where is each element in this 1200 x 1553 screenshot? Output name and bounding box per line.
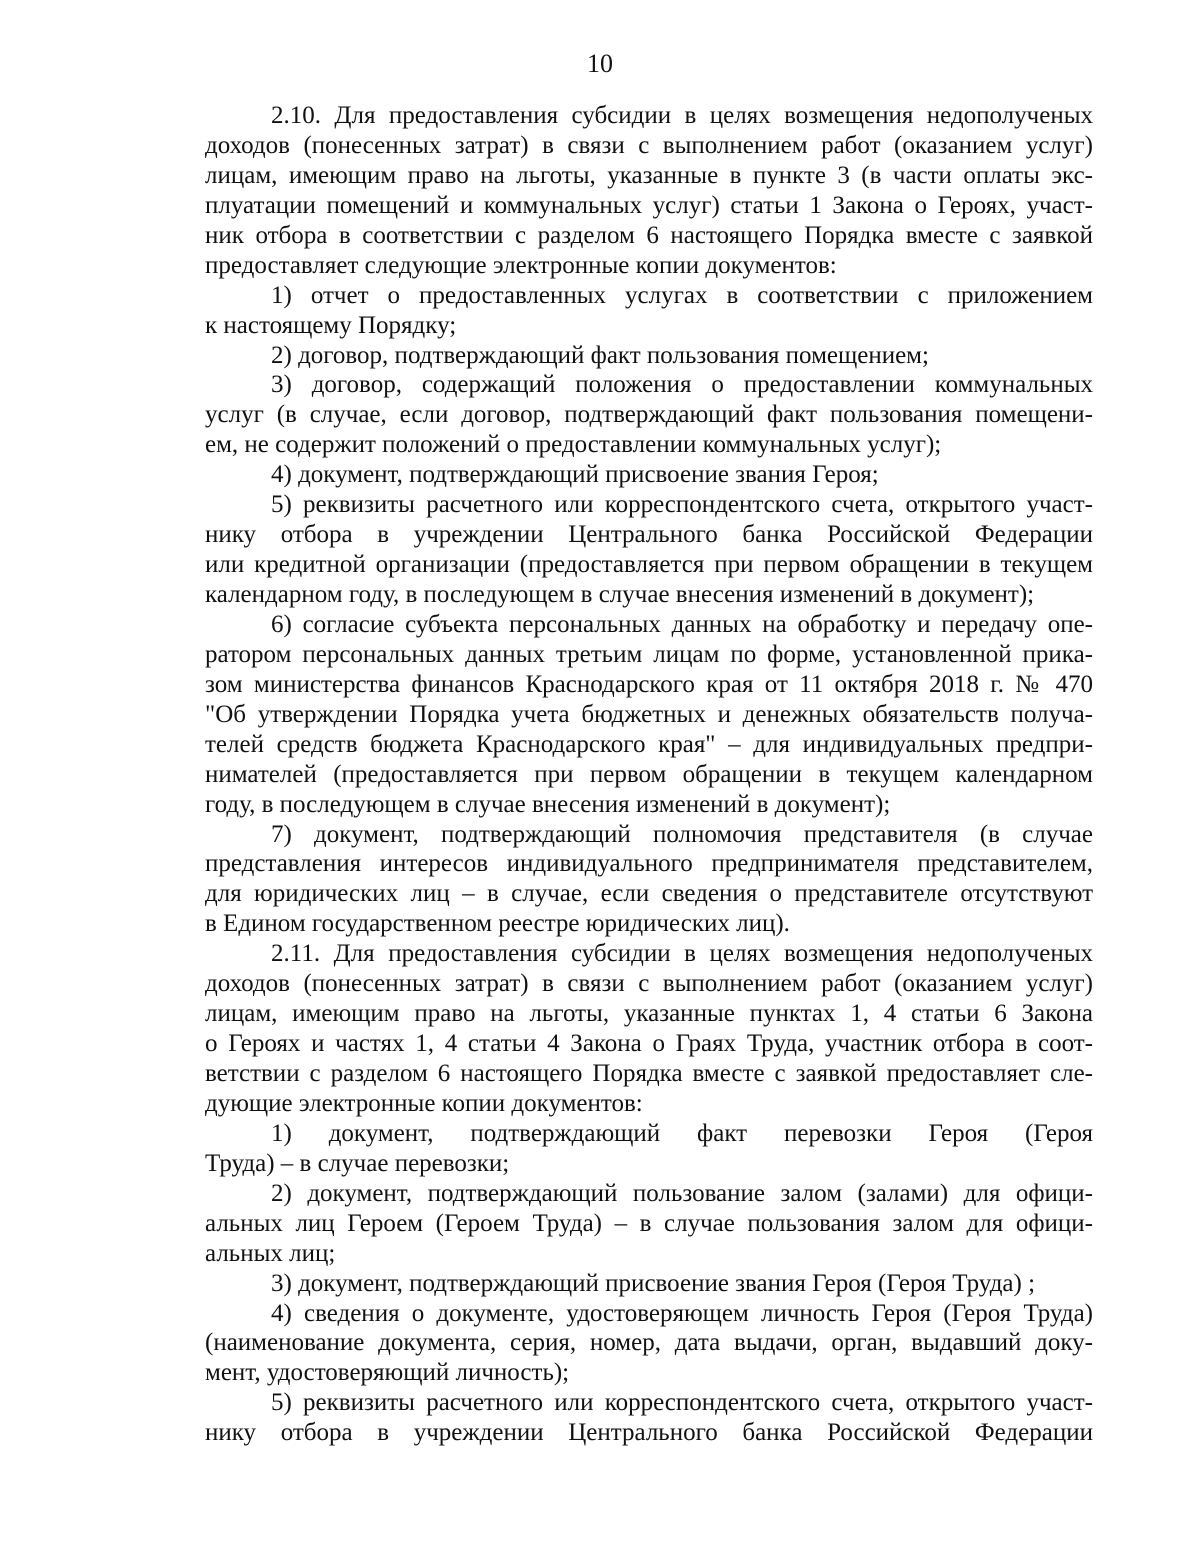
- text-line: Труда) – в случае перевозки;: [205, 1149, 510, 1177]
- text-line: представления интересов индивидуального предпринимателя представителем,: [205, 850, 1093, 878]
- text-line: о Героях и частях 1, 4 статьи 4 Закона о Граях Труда, участник отбора в соот-: [205, 1030, 1093, 1058]
- text-line: (наименование документа, серия, номер, дата выдачи, орган, выдавший доку-: [205, 1329, 1093, 1357]
- text-line: 3) договор, содержащий положения о предоставлении коммунальных: [271, 371, 1093, 399]
- text-line: нимателей (предоставляется при первом обращении в текущем календарном: [205, 760, 1093, 788]
- text-line: календарном году, в последующем в случае внесения изменений в документ);: [205, 581, 1035, 608]
- text-line: 5) реквизиты расчетного или корреспондентского счета, открытого участ-: [271, 491, 1093, 519]
- text-line: зом министерства финансов Краснодарского края от 11 октября 2018 г. № 470: [205, 670, 1093, 698]
- text-line: 2.11. Для предоставления субсидии в целях возмещения недополученых: [271, 940, 1093, 968]
- text-line: телей средств бюджета Краснодарского края" – для индивидуальных предпри-: [205, 730, 1093, 758]
- page-number: 10: [587, 49, 613, 78]
- text-line: доходов (понесенных затрат) в связи с выполнением работ (оказанием услуг): [205, 970, 1093, 998]
- text-line: альных лиц;: [205, 1239, 336, 1267]
- text-line: для юридических лиц – в случае, если сведения о представителе отсутствуют: [205, 880, 1093, 908]
- text-line: плуатации помещений и коммунальных услуг) статьи 1 Закона о Героях, участ-: [205, 191, 1093, 219]
- text-line: ем, не содержит положений о предоставлении коммунальных услуг);: [205, 431, 942, 459]
- text-line: доходов (понесенных затрат) в связи с выполнением работ (оказанием услуг): [205, 131, 1093, 159]
- text-line: 3) документ, подтверждающий присвоение звания Героя (Героя Труда) ;: [271, 1269, 1036, 1297]
- text-line: 4) документ, подтверждающий присвоение звания Героя;: [271, 461, 879, 489]
- text-line: или кредитной организации (предоставляется при первом обращении в текущем: [205, 551, 1093, 579]
- text-line: нику отбора в учреждении Центрального банка Российской Федерации: [205, 521, 1093, 549]
- text-line: 2) документ, подтверждающий пользование залом (залами) для офици-: [271, 1179, 1093, 1207]
- text-line: лицам, имеющим право на льготы, указанные пунктах 1, 4 статьи 6 Закона: [205, 1000, 1093, 1028]
- text-line: 7) документ, подтверждающий полномочия представителя (в случае: [271, 820, 1093, 848]
- text-line: 6) согласие субъекта персональных данных на обработку и передачу опе-: [271, 610, 1093, 638]
- text-line: нику отбора в учреждении Центрального банка Российской Федерации: [205, 1419, 1093, 1447]
- text-line: году, в последующем в случае внесения изменений в документ);: [205, 790, 891, 818]
- text-line: ветствии с разделом 6 настоящего Порядка вместе с заявкой предоставляет сле-: [205, 1060, 1093, 1087]
- text-line: "Об утверждении Порядка учета бюджетных и денежных обязательств получа-: [205, 700, 1093, 728]
- document-body: [205, 101, 1093, 1448]
- text-line: 5) реквизиты расчетного или корреспондентского счета, открытого участ-: [271, 1389, 1093, 1417]
- text-line: услуг (в случае, если договор, подтверждающий факт пользования помещени-: [205, 401, 1093, 429]
- text-line: мент, удостоверяющий личность);: [205, 1359, 570, 1387]
- text-line: к настоящему Порядку;: [205, 311, 457, 339]
- text-line: ник отбора в соответствии с разделом 6 настоящего Порядка вместе с заявкой: [205, 221, 1093, 249]
- text-line: 4) сведения о документе, удостоверяющем личность Героя (Героя Труда): [271, 1299, 1093, 1327]
- text-line: лицам, имеющим право на льготы, указанные в пункте 3 (в части оплаты экс-: [205, 161, 1093, 189]
- text-line: 2.10. Для предоставления субсидии в целях возмещения недополученых: [271, 102, 1093, 129]
- text-line: 2) договор, подтверждающий факт пользования помещением;: [271, 341, 929, 369]
- text-line: предоставляет следующие электронные копии документов:: [205, 251, 837, 279]
- text-line: альных лиц Героем (Героем Труда) – в случае пользования залом для офици-: [205, 1209, 1093, 1237]
- text-line: дующие электронные копии документов:: [205, 1089, 643, 1117]
- text-line: в Едином государственном реестре юридических лиц).: [205, 910, 790, 938]
- text-line: ратором персональных данных третьим лицам по форме, установленной прика-: [205, 640, 1093, 668]
- text-line: 1) отчет о предоставленных услугах в соответствии с приложением: [271, 281, 1093, 309]
- text-line: 1) документ, подтверждающий факт перевозки Героя (Героя: [271, 1119, 1093, 1147]
